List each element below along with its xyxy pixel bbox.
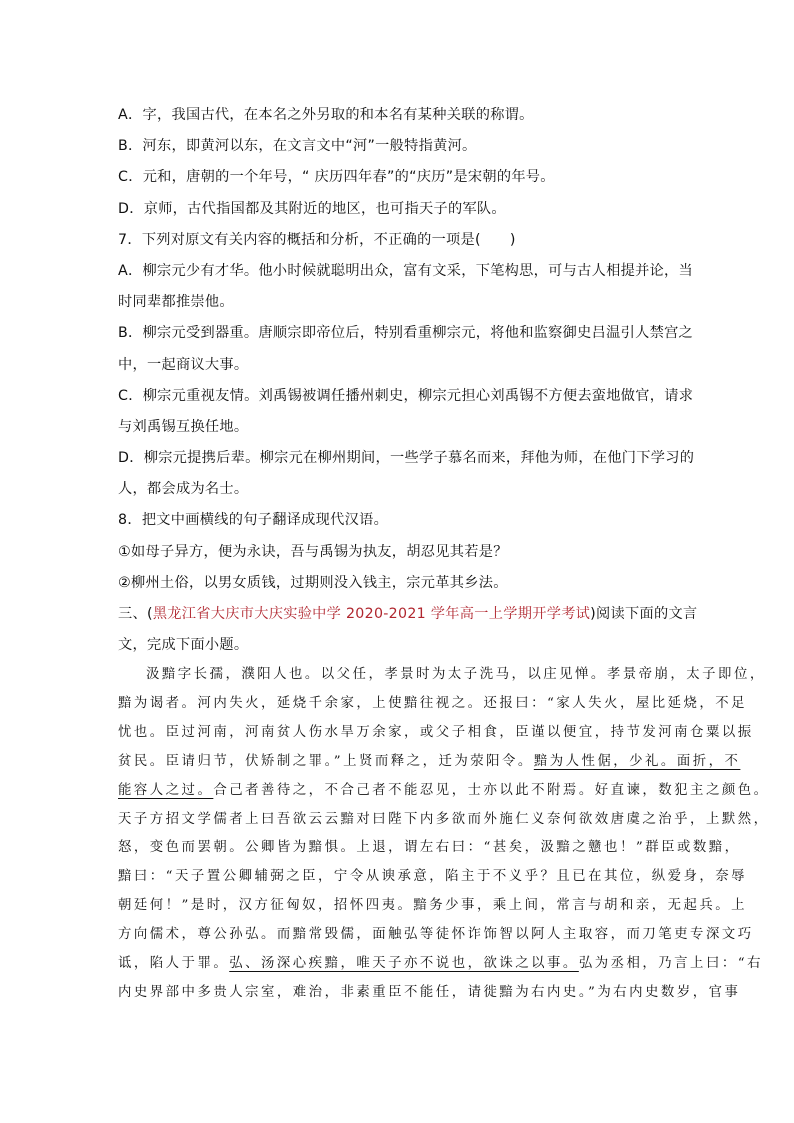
q6-option-b: B．河东，即黄河以东，在文言文中“河”一般特指黄河。 xyxy=(118,138,477,155)
q7-option-d-line2: 人，都会成为名士。 xyxy=(118,481,249,498)
passage-line-10: 方向儒术，尊公孙弘。而黯常毁儒，面触弘等徒怀诈饰智以阿人主取容，而刀笔吏专深文巧 xyxy=(118,926,754,942)
section-3-source: 黑龙江省大庆市大庆实验中学 2020-2021 学年高一上学期开学考试 xyxy=(152,606,591,622)
passage-line-4-text: 贫民。臣请归节，伏矫制之罪。”上贤而释之，迁为荥阳令。 xyxy=(118,753,534,769)
section-3-heading-line2: 文，完成下面小题。 xyxy=(118,637,249,654)
q6-option-a: A．字，我国古代，在本名之外另取的和本名有某种关联的称谓。 xyxy=(118,107,534,123)
q6-option-d: D．京师，古代指国都及其附近的地区，也可指天子的军队。 xyxy=(118,200,506,217)
q7-option-b-line2: 中，一起商议大事。 xyxy=(118,356,249,373)
passage-line-8: 黯曰：“天子置公卿辅弼之臣，宁令从谀承意，陷主于不义乎？且已在其位，纵爱身，奈辱 xyxy=(118,869,748,885)
section-3-heading xyxy=(118,599,698,630)
q8-sentence-2: ②柳州土俗，以男女质钱，过期则没入钱主，宗元革其乡法。 xyxy=(118,574,508,591)
passage-line-11-end: 弘为丞相，乃言上曰：“右 xyxy=(578,955,763,971)
passage-line-2: 黯为谒者。河内失火，延烧千余家，上使黯往视之。还报曰：“家人失火，屋比延烧，不足 xyxy=(118,696,748,712)
passage-line-5 xyxy=(118,777,770,806)
passage-line-11-start: 诋，陷人于罪。 xyxy=(118,955,230,971)
passage-line-5-text: 合己者善待之，不合己者不能忍见，士亦以此不附焉。好直谏，数犯主之颜色。 xyxy=(213,782,770,798)
passage-line-3: 忧也。臣过河南，河南贫人伤水旱万余家，或父子相食，臣谨以便宜，持节发河南仓粟以振 xyxy=(118,725,754,741)
q7-option-c-line1: C．柳宗元重视友情。刘禹锡被调任播州刺史，柳宗元担心刘禹锡不方便去蛮地做官，请求 xyxy=(118,387,694,404)
q7-stem: 7．下列对原文有关内容的概括和分析，不正确的一项是( ) xyxy=(118,231,516,248)
section-3-prefix: 三、( xyxy=(118,606,153,622)
passage-line-1: 汲黯字长孺，濮阳人也。以父任，孝景时为太子洗马，以庄见惮。孝景帝崩，太子即位， xyxy=(146,667,766,683)
passage-line-12: 内史界部中多贵人宗室，难治，非素重臣不能任，请徙黯为右内史。”为右内史数岁，官事 xyxy=(118,984,741,1000)
q7-option-a-line1: A．柳宗元少有才华。他小时候就聪明出众，富有文采，下笔构思，可与古人相提并论，当 xyxy=(118,262,694,279)
q7-option-d-line1: D．柳宗元提携后辈。柳宗元在柳州期间，一些学子慕名而来，拜他为师，在他门下学习的 xyxy=(118,450,695,467)
q6-option-c: C．元和，唐朝的一个年号，“ 庆历四年春”的“庆历”是宋朝的年号。 xyxy=(118,169,555,186)
content-body xyxy=(118,100,770,1008)
q7-option-b-line1: B．柳宗元受到器重。唐顺宗即帝位后，特别看重柳宗元，将他和监察御史吕温引人禁宫之 xyxy=(118,325,694,342)
q7-option-c-line2: 与刘禹锡互换任地。 xyxy=(118,418,249,435)
q8-stem: 8．把文中画横线的句子翻译成现代汉语。 xyxy=(118,512,389,529)
section-3-suffix: )阅读下面的文言 xyxy=(590,606,698,622)
underlined-sentence-1-part2: 能容人之过。 xyxy=(118,782,214,798)
passage-line-11 xyxy=(118,950,763,979)
q8-sentence-1: ①如母子异方，便为永诀，吾与禹锡为执友，胡忍见其若是？ xyxy=(118,543,508,560)
passage-line-4 xyxy=(118,748,741,777)
underlined-sentence-1-part1: 黯为人性倨，少礼。面折，不 xyxy=(533,753,741,769)
passage-line-7: 怒，变色而罢朝。公卿皆为黯惧。上退，谓左右曰：“甚矣，汲黯之戆也！”群臣或数黯， xyxy=(118,840,741,856)
passage-line-9: 朝廷何！”是时，汉方征匈奴，招怀四夷。黯务少事，乘上间，常言与胡和亲，无起兵。上 xyxy=(118,898,748,914)
passage-line-6: 天子方招文学儒者上曰吾欲云云黯对曰陛下内多欲而外施仁义奈何欲效唐虞之治乎，上默然， xyxy=(118,811,770,827)
q7-option-a-line2: 时同辈都推崇他。 xyxy=(118,294,234,311)
underlined-sentence-2: 弘、汤深心疾黯，唯天子亦不说也，欲诛之以事。 xyxy=(229,955,579,971)
